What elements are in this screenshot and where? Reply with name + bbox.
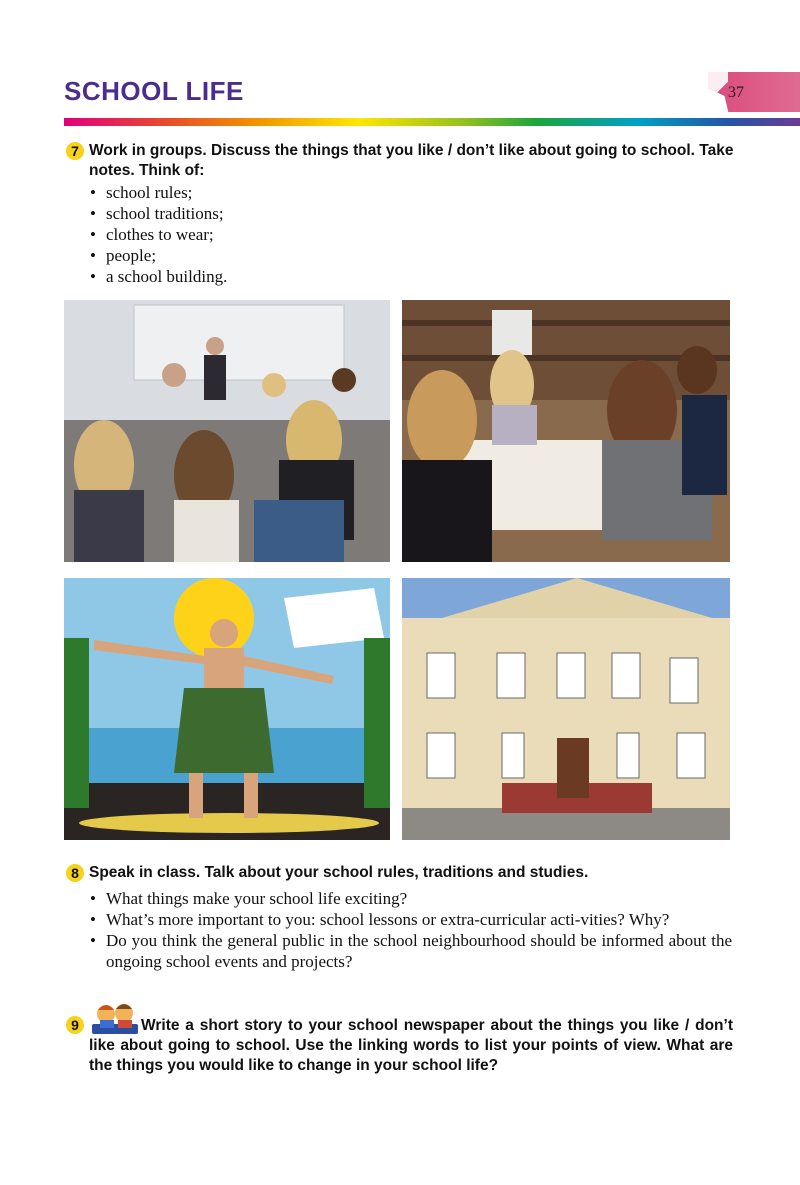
page-title: SCHOOL LIFE <box>64 76 244 106</box>
school-building-photo <box>402 578 730 840</box>
list-item: • school traditions; <box>90 203 730 224</box>
list-item: • What’s more important to you: school lessons or extra-curricular acti-vities? Why? <box>90 909 732 930</box>
list-item: • Do you think the general public in the school neighbourhood should be informed about the ongoing school events and projects? <box>90 930 732 972</box>
exercise-7-badge: 7 <box>66 142 84 160</box>
exercise-8-instruction: Speak in class. Talk about your school rules, traditions and studies. <box>89 864 589 881</box>
list-item: • clothes to wear; <box>90 224 730 245</box>
exercise-8-badge: 8 <box>66 864 84 882</box>
list-item: • What things make your school life exciting? <box>90 888 732 909</box>
list-item: • a school building. <box>90 266 730 287</box>
list-item: • school rules; <box>90 182 730 203</box>
classroom-photo <box>64 300 390 562</box>
rainbow-divider <box>64 118 800 126</box>
exercise-8-list <box>90 888 732 972</box>
stage-photo <box>64 578 390 840</box>
exercise-9-badge: 9 <box>66 1016 84 1034</box>
exercise-7-instruction: Work in groups. Discuss the things that you like / don’t like about going to school. Take notes. Think of: <box>89 142 734 179</box>
page-number: 37 <box>728 84 744 101</box>
list-item: • people; <box>90 245 730 266</box>
library-photo <box>402 300 730 562</box>
exercise-9-instruction: Write a short story to your school newspaper about the things you like / don’t like about going to school. Use the linking words to list your points of view. What are the things you would like to change in your school life? <box>89 1017 733 1074</box>
exercise-7-list <box>90 182 730 287</box>
